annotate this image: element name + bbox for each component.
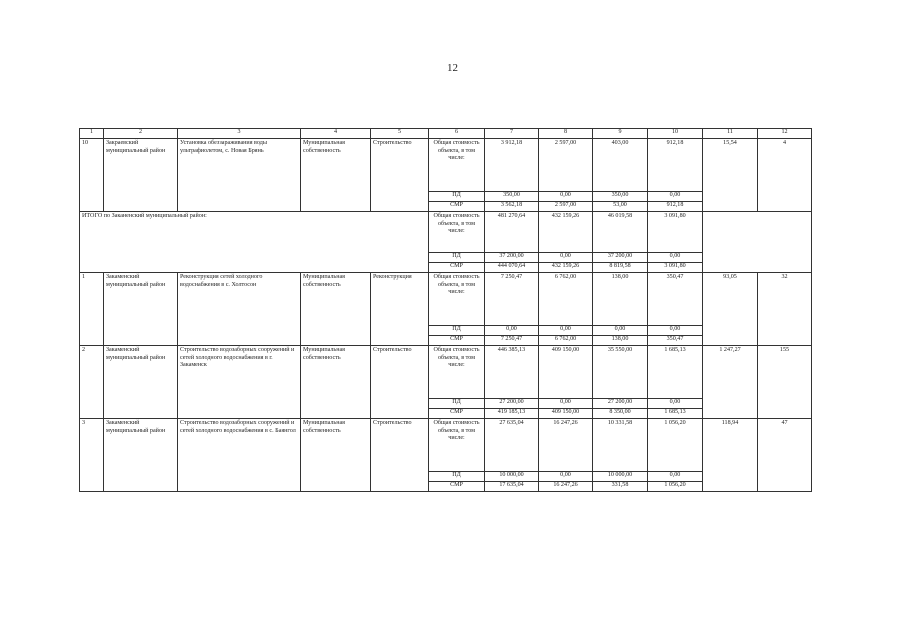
ownership-cell: Муниципальная собственность bbox=[301, 273, 371, 346]
value-cell: 0,00 bbox=[539, 192, 593, 202]
pd-label: ПД bbox=[429, 326, 485, 336]
total-label-cell: Общая стоимость объекта, в том числе: bbox=[429, 273, 485, 326]
total-label-cell: Общая стоимость объекта, в том числе: bbox=[429, 346, 485, 399]
district-cell: Закаменский муниципальный район bbox=[104, 273, 178, 346]
value-cell: 2 597,00 bbox=[539, 202, 593, 212]
table-row bbox=[80, 419, 812, 472]
value-cell: 446 385,13 bbox=[485, 346, 539, 399]
value-cell: 350,00 bbox=[593, 192, 648, 202]
value-cell: 350,47 bbox=[648, 336, 703, 346]
col11-cell: 15,54 bbox=[703, 139, 758, 212]
smr-label: СМР bbox=[429, 336, 485, 346]
object-cell: Строительство водозаборных сооружений и сетей холодного водоснабжения в с. Баянгол bbox=[178, 419, 301, 492]
value-cell: 17 635,04 bbox=[485, 482, 539, 492]
table-row bbox=[80, 346, 812, 399]
value-cell: 1 056,20 bbox=[648, 482, 703, 492]
work-type-cell: Строительство bbox=[371, 346, 429, 419]
value-cell: 350,47 bbox=[648, 273, 703, 326]
value-cell: 10 000,00 bbox=[593, 472, 648, 482]
col-number: 5 bbox=[371, 129, 429, 139]
district-cell: Закаменский муниципальный район bbox=[104, 346, 178, 419]
value-cell: 0,00 bbox=[648, 192, 703, 202]
ownership-cell: Муниципальная собственность bbox=[301, 419, 371, 492]
total-label-cell: Общая стоимость объекта, в том числе: bbox=[429, 139, 485, 192]
smr-label: СМР bbox=[429, 263, 485, 273]
work-type-cell: Реконструкция bbox=[371, 273, 429, 346]
value-cell: 7 250,47 bbox=[485, 273, 539, 326]
table-row bbox=[80, 139, 812, 192]
value-cell: 138,00 bbox=[593, 273, 648, 326]
value-cell: 37 200,00 bbox=[593, 253, 648, 263]
pd-label: ПД bbox=[429, 472, 485, 482]
value-cell: 0,00 bbox=[539, 253, 593, 263]
value-cell: 0,00 bbox=[539, 399, 593, 409]
value-cell: 432 159,26 bbox=[539, 212, 593, 253]
total-label: ИТОГО по Заканенский муниципальный район: bbox=[80, 212, 429, 273]
value-cell: 1 685,13 bbox=[648, 346, 703, 399]
row-number: 1 bbox=[80, 273, 104, 346]
value-cell: 138,00 bbox=[593, 336, 648, 346]
value-cell: 6 762,00 bbox=[539, 273, 593, 326]
smr-label: СМР bbox=[429, 409, 485, 419]
pd-label: ПД bbox=[429, 253, 485, 263]
object-cell: Строительство водозаборных сооружений и сетей холодного водоснабжения в г. Закаменск bbox=[178, 346, 301, 419]
col-number: 6 bbox=[429, 129, 485, 139]
value-cell: 37 200,00 bbox=[485, 253, 539, 263]
value-cell: 0,00 bbox=[539, 472, 593, 482]
value-cell: 0,00 bbox=[539, 326, 593, 336]
value-cell: 27 635,04 bbox=[485, 419, 539, 472]
column-number-row bbox=[80, 129, 812, 139]
row-number: 2 bbox=[80, 346, 104, 419]
value-cell: 331,58 bbox=[593, 482, 648, 492]
row-number: 10 bbox=[80, 139, 104, 212]
value-cell: 1 685,13 bbox=[648, 409, 703, 419]
value-cell: 27 200,00 bbox=[485, 399, 539, 409]
total-row bbox=[80, 212, 812, 253]
value-cell: 444 070,64 bbox=[485, 263, 539, 273]
smr-label: СМР bbox=[429, 202, 485, 212]
col11-cell: 1 247,27 bbox=[703, 346, 758, 419]
value-cell: 3 091,80 bbox=[648, 263, 703, 273]
total-label-cell: Общая стоимость объекта, в том числе: bbox=[429, 212, 485, 253]
col11-cell: 93,05 bbox=[703, 273, 758, 346]
object-cell: Реконструкция сетей холодного водоснабжения в с. Холтосон bbox=[178, 273, 301, 346]
value-cell: 3 912,18 bbox=[485, 139, 539, 192]
value-cell: 0,00 bbox=[593, 326, 648, 336]
col12-cell: 47 bbox=[758, 419, 812, 492]
value-cell: 10 331,58 bbox=[593, 419, 648, 472]
value-cell: 8 819,58 bbox=[593, 263, 648, 273]
value-cell: 481 270,64 bbox=[485, 212, 539, 253]
value-cell: 912,18 bbox=[648, 139, 703, 192]
value-cell: 53,00 bbox=[593, 202, 648, 212]
value-cell: 27 200,00 bbox=[593, 399, 648, 409]
empty-cell bbox=[703, 212, 812, 273]
col-number: 7 bbox=[485, 129, 539, 139]
value-cell: 2 597,00 bbox=[539, 139, 593, 192]
col-number: 2 bbox=[104, 129, 178, 139]
value-cell: 3 091,80 bbox=[648, 212, 703, 253]
ownership-cell: Муниципальная собственность bbox=[301, 139, 371, 212]
object-cell: Установка обеззараживания воды ультрафиолетом, с. Новая Брянь bbox=[178, 139, 301, 212]
col-number: 1 bbox=[80, 129, 104, 139]
value-cell: 16 247,26 bbox=[539, 419, 593, 472]
value-cell: 35 550,00 bbox=[593, 346, 648, 399]
pd-label: ПД bbox=[429, 192, 485, 202]
col-number: 10 bbox=[648, 129, 703, 139]
col-number: 11 bbox=[703, 129, 758, 139]
value-cell: 350,00 bbox=[485, 192, 539, 202]
value-cell: 403,00 bbox=[593, 139, 648, 192]
col-number: 3 bbox=[178, 129, 301, 139]
smr-label: СМР bbox=[429, 482, 485, 492]
value-cell: 409 150,00 bbox=[539, 409, 593, 419]
value-cell: 16 247,26 bbox=[539, 482, 593, 492]
district-cell: Закаменский муниципальный район bbox=[104, 419, 178, 492]
col-number: 9 bbox=[593, 129, 648, 139]
investment-table bbox=[79, 128, 812, 492]
value-cell: 1 056,20 bbox=[648, 419, 703, 472]
value-cell: 432 159,26 bbox=[539, 263, 593, 273]
value-cell: 0,00 bbox=[648, 253, 703, 263]
table-row bbox=[80, 273, 812, 326]
value-cell: 46 019,58 bbox=[593, 212, 648, 253]
col12-cell: 4 bbox=[758, 139, 812, 212]
ownership-cell: Муниципальная собственность bbox=[301, 346, 371, 419]
value-cell: 7 250,47 bbox=[485, 336, 539, 346]
col-number: 12 bbox=[758, 129, 812, 139]
district-cell: Закраевский муниципальный район bbox=[104, 139, 178, 212]
value-cell: 419 185,13 bbox=[485, 409, 539, 419]
row-number: 3 bbox=[80, 419, 104, 492]
value-cell: 6 762,00 bbox=[539, 336, 593, 346]
pd-label: ПД bbox=[429, 399, 485, 409]
col11-cell: 118,94 bbox=[703, 419, 758, 492]
value-cell: 0,00 bbox=[648, 399, 703, 409]
col-number: 8 bbox=[539, 129, 593, 139]
total-label-cell: Общая стоимость объекта, в том числе: bbox=[429, 419, 485, 472]
value-cell: 3 562,18 bbox=[485, 202, 539, 212]
value-cell: 0,00 bbox=[648, 326, 703, 336]
col12-cell: 155 bbox=[758, 346, 812, 419]
value-cell: 8 350,00 bbox=[593, 409, 648, 419]
col12-cell: 32 bbox=[758, 273, 812, 346]
value-cell: 409 150,00 bbox=[539, 346, 593, 399]
value-cell: 10 000,00 bbox=[485, 472, 539, 482]
page-number: 12 bbox=[447, 62, 458, 74]
value-cell: 0,00 bbox=[485, 326, 539, 336]
col-number: 4 bbox=[301, 129, 371, 139]
work-type-cell: Строительство bbox=[371, 419, 429, 492]
value-cell: 912,18 bbox=[648, 202, 703, 212]
value-cell: 0,00 bbox=[648, 472, 703, 482]
work-type-cell: Строительство bbox=[371, 139, 429, 212]
